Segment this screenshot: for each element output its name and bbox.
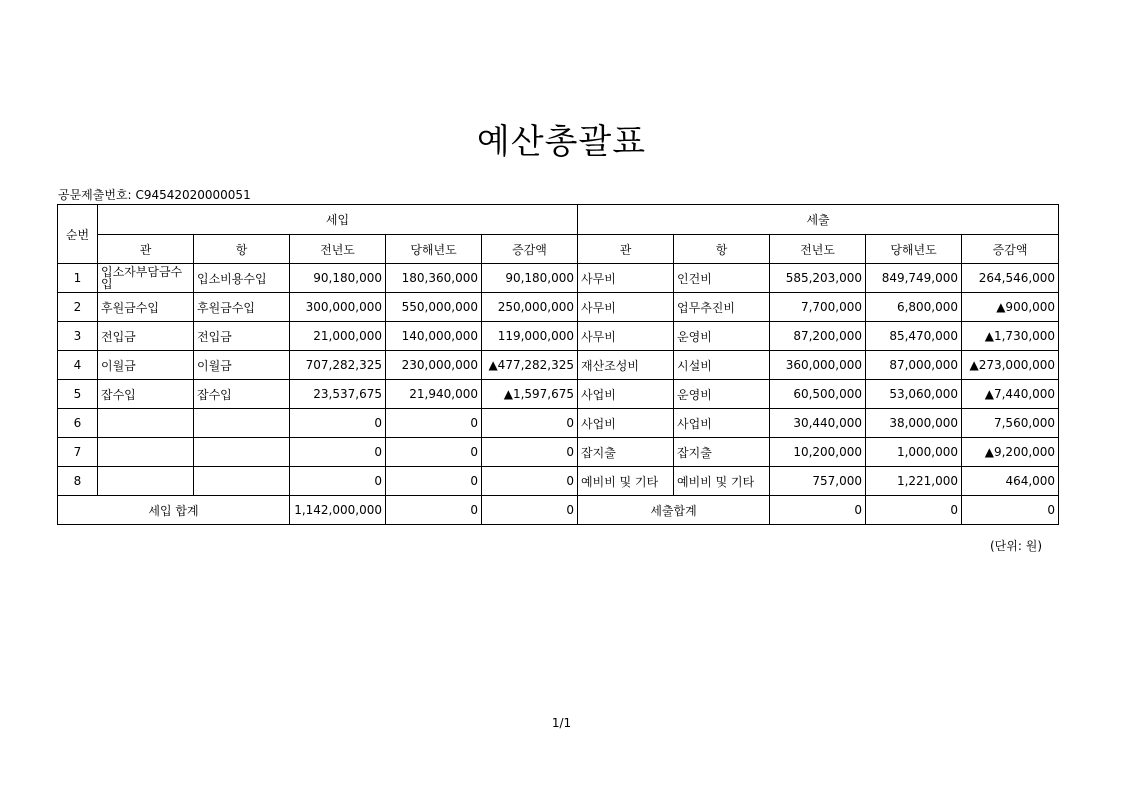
- row-seq: 1: [58, 264, 98, 293]
- row-income-curr: 0: [386, 438, 482, 467]
- row-expense-prev: 10,200,000: [770, 438, 866, 467]
- expense-total-label: 세출합계: [578, 496, 770, 525]
- doc-number-value: C94542020000051: [135, 188, 251, 202]
- table-row: [58, 409, 1059, 438]
- income-total-prev: 1,142,000,000: [290, 496, 386, 525]
- row-expense-gwan: 예비비 및 기타: [578, 467, 674, 496]
- row-income-diff: 0: [482, 409, 578, 438]
- row-income-diff: ▲477,282,325: [482, 351, 578, 380]
- row-expense-diff: ▲273,000,000: [962, 351, 1059, 380]
- row-income-diff: 119,000,000: [482, 322, 578, 351]
- budget-summary-table: [57, 204, 1059, 525]
- row-expense-gwan: 잡지출: [578, 438, 674, 467]
- row-expense-diff: ▲7,440,000: [962, 380, 1059, 409]
- row-income-gwan: 전입금: [98, 322, 194, 351]
- header-in-curr: 당해년도: [386, 235, 482, 264]
- row-expense-hang: 운영비: [674, 380, 770, 409]
- row-expense-diff: 7,560,000: [962, 409, 1059, 438]
- row-expense-prev: 585,203,000: [770, 264, 866, 293]
- row-income-gwan: [98, 438, 194, 467]
- row-expense-hang: 시설비: [674, 351, 770, 380]
- row-seq: 4: [58, 351, 98, 380]
- table-row: [58, 264, 1059, 293]
- row-income-curr: 21,940,000: [386, 380, 482, 409]
- header-in-diff: 증감액: [482, 235, 578, 264]
- row-expense-curr: 85,470,000: [866, 322, 962, 351]
- row-seq: 5: [58, 380, 98, 409]
- header-row-group: [58, 205, 1059, 235]
- income-total-diff: 0: [482, 496, 578, 525]
- row-expense-prev: 60,500,000: [770, 380, 866, 409]
- row-expense-curr: 849,749,000: [866, 264, 962, 293]
- expense-total-curr: 0: [866, 496, 962, 525]
- header-row-columns: [58, 235, 1059, 264]
- row-expense-curr: 38,000,000: [866, 409, 962, 438]
- row-income-curr: 0: [386, 467, 482, 496]
- row-income-diff: 0: [482, 467, 578, 496]
- header-ex-diff: 증감액: [962, 235, 1059, 264]
- row-income-hang: 이월금: [194, 351, 290, 380]
- row-expense-hang: 인건비: [674, 264, 770, 293]
- expense-total-prev: 0: [770, 496, 866, 525]
- row-expense-gwan: 사업비: [578, 380, 674, 409]
- row-income-gwan: 후원금수입: [98, 293, 194, 322]
- row-expense-hang: 운영비: [674, 322, 770, 351]
- row-expense-gwan: 사무비: [578, 322, 674, 351]
- row-income-prev: 0: [290, 438, 386, 467]
- doc-number-line: [58, 186, 251, 203]
- row-expense-diff: ▲1,730,000: [962, 322, 1059, 351]
- row-seq: 6: [58, 409, 98, 438]
- row-expense-diff: 464,000: [962, 467, 1059, 496]
- row-income-gwan: 이월금: [98, 351, 194, 380]
- row-income-curr: 230,000,000: [386, 351, 482, 380]
- row-income-gwan: [98, 409, 194, 438]
- table-row: [58, 467, 1059, 496]
- table-row: [58, 380, 1059, 409]
- income-total-curr: 0: [386, 496, 482, 525]
- table-row: [58, 322, 1059, 351]
- row-income-hang: [194, 438, 290, 467]
- row-income-gwan: 입소자부담금수입: [98, 264, 194, 293]
- totals-row: [58, 496, 1059, 525]
- row-expense-prev: 87,200,000: [770, 322, 866, 351]
- header-ex-hang: 항: [674, 235, 770, 264]
- table-row: [58, 438, 1059, 467]
- doc-number-label: 공문제출번호:: [58, 188, 132, 202]
- page-number: 1/1: [551, 716, 572, 730]
- row-income-gwan: [98, 467, 194, 496]
- header-in-gwan: 관: [98, 235, 194, 264]
- row-expense-hang: 잡지출: [674, 438, 770, 467]
- row-income-prev: 21,000,000: [290, 322, 386, 351]
- expense-total-diff: 0: [962, 496, 1059, 525]
- row-expense-curr: 87,000,000: [866, 351, 962, 380]
- header-ex-curr: 당해년도: [866, 235, 962, 264]
- header-ex-prev: 전년도: [770, 235, 866, 264]
- row-expense-prev: 30,440,000: [770, 409, 866, 438]
- row-income-prev: 300,000,000: [290, 293, 386, 322]
- row-expense-hang: 예비비 및 기타: [674, 467, 770, 496]
- row-expense-prev: 757,000: [770, 467, 866, 496]
- row-seq: 2: [58, 293, 98, 322]
- row-income-prev: 90,180,000: [290, 264, 386, 293]
- row-income-hang: 입소비용수입: [194, 264, 290, 293]
- row-expense-hang: 업무추진비: [674, 293, 770, 322]
- income-total-label: 세입 합계: [58, 496, 290, 525]
- row-income-diff: 90,180,000: [482, 264, 578, 293]
- row-income-gwan: 잡수입: [98, 380, 194, 409]
- row-income-diff: 0: [482, 438, 578, 467]
- row-income-curr: 550,000,000: [386, 293, 482, 322]
- row-income-prev: 0: [290, 467, 386, 496]
- row-income-hang: [194, 409, 290, 438]
- row-expense-curr: 6,800,000: [866, 293, 962, 322]
- row-expense-diff: ▲9,200,000: [962, 438, 1059, 467]
- row-income-curr: 180,360,000: [386, 264, 482, 293]
- table-row: [58, 351, 1059, 380]
- row-expense-gwan: 사무비: [578, 264, 674, 293]
- row-expense-curr: 53,060,000: [866, 380, 962, 409]
- row-expense-prev: 7,700,000: [770, 293, 866, 322]
- header-income: 세입: [98, 205, 578, 235]
- row-expense-diff: ▲900,000: [962, 293, 1059, 322]
- row-income-diff: ▲1,597,675: [482, 380, 578, 409]
- row-expense-gwan: 사무비: [578, 293, 674, 322]
- row-income-hang: 전입금: [194, 322, 290, 351]
- row-income-curr: 140,000,000: [386, 322, 482, 351]
- header-ex-gwan: 관: [578, 235, 674, 264]
- row-seq: 7: [58, 438, 98, 467]
- row-income-prev: 23,537,675: [290, 380, 386, 409]
- row-seq: 3: [58, 322, 98, 351]
- header-in-hang: 항: [194, 235, 290, 264]
- row-expense-gwan: 사업비: [578, 409, 674, 438]
- page-title: 예산총괄표: [476, 122, 647, 162]
- row-income-hang: 잡수입: [194, 380, 290, 409]
- row-income-diff: 250,000,000: [482, 293, 578, 322]
- row-income-hang: 후원금수입: [194, 293, 290, 322]
- table-row: [58, 293, 1059, 322]
- row-expense-curr: 1,221,000: [866, 467, 962, 496]
- row-income-curr: 0: [386, 409, 482, 438]
- row-income-prev: 707,282,325: [290, 351, 386, 380]
- row-expense-hang: 사업비: [674, 409, 770, 438]
- row-income-hang: [194, 467, 290, 496]
- row-income-prev: 0: [290, 409, 386, 438]
- header-in-prev: 전년도: [290, 235, 386, 264]
- row-expense-gwan: 재산조성비: [578, 351, 674, 380]
- header-seq: 순번: [58, 205, 98, 264]
- header-expense: 세출: [578, 205, 1059, 235]
- row-expense-diff: 264,546,000: [962, 264, 1059, 293]
- row-expense-prev: 360,000,000: [770, 351, 866, 380]
- row-seq: 8: [58, 467, 98, 496]
- unit-note: (단위: 원): [990, 539, 1042, 553]
- row-expense-curr: 1,000,000: [866, 438, 962, 467]
